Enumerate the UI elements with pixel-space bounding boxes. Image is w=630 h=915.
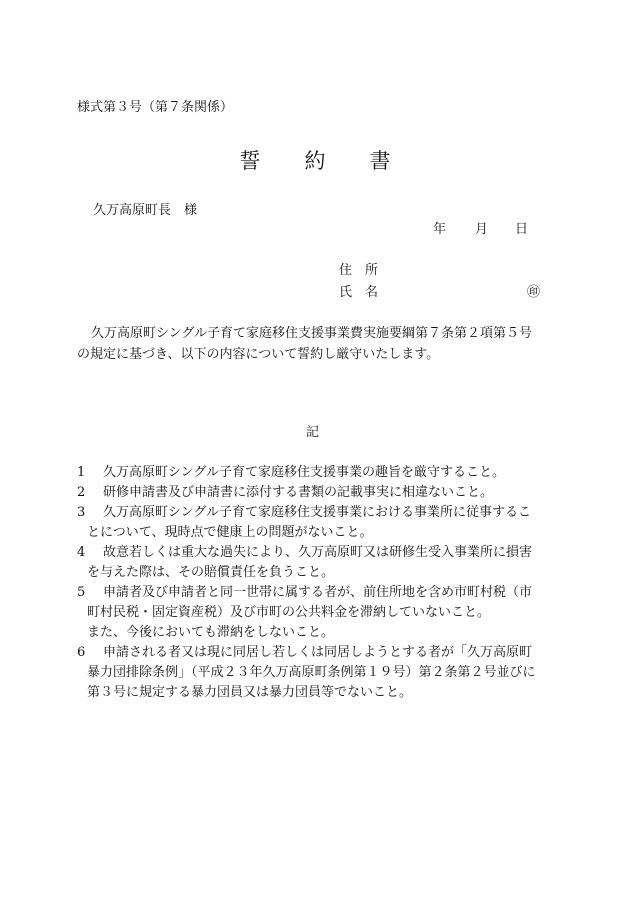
pledge-item-number: 1 bbox=[77, 465, 86, 480]
pledge-item-number: 4 bbox=[77, 545, 86, 560]
pledge-line-2: の規定に基づき、以下の内容について誓約し厳守いたします。 bbox=[77, 347, 440, 362]
pledge-item-text: 申請者及び申請者と同一世帯に属する者が、前住所地を含め市町村税（市 bbox=[103, 585, 533, 600]
pledge-item-text: 申請される者又は現に同居し若しくは同居しようとする者が「久万高原町 bbox=[103, 645, 533, 660]
form-number: 様式第３号（第７条関係） bbox=[77, 100, 234, 115]
pledge-item-text: また、今後においても滞納をしないこと。 bbox=[87, 625, 335, 640]
pledge-line-1: 久万高原町シングル子育て家庭移住支援事業費実施要綱第７条第２項第５号 bbox=[91, 326, 533, 341]
pledge-item-text: 久万高原町シングル子育て家庭移住支援事業における事業所に従事するこ bbox=[103, 505, 532, 520]
title-char-1: 誓 bbox=[239, 149, 261, 173]
pledge-item-text: 研修申請書及び申請書に添付する書類の記載事実に相違ないこと。 bbox=[103, 485, 494, 500]
pledge-item-number: 2 bbox=[77, 485, 86, 500]
pledge-item-number: 5 bbox=[77, 585, 86, 600]
pledge-item-number: 3 bbox=[77, 505, 86, 520]
pledge-item-text: 暴力団排除条例」（平成２３年久万高原町条例第１９号）第２条第２号並びに bbox=[87, 665, 536, 680]
addressee: 久万高原町長 様 bbox=[93, 203, 198, 218]
date-year-label: 年 bbox=[433, 222, 447, 237]
pledge-statement bbox=[77, 323, 555, 365]
document-title bbox=[0, 148, 630, 174]
title-char-3: 書 bbox=[369, 149, 391, 173]
name-label: 氏 名 bbox=[339, 285, 379, 300]
ki-heading: 記 bbox=[306, 425, 320, 440]
pledge-item-text: とについて、現時点で健康上の問題がないこと。 bbox=[87, 525, 373, 540]
pledge-item-number: 6 bbox=[77, 645, 86, 660]
pledge-item-text: を与えた際は、その賠償責任を負うこと。 bbox=[87, 565, 335, 580]
pledge-item-text: 第３号に規定する暴力団員又は暴力団員等でないこと。 bbox=[87, 685, 413, 700]
date-day-label: 日 bbox=[515, 222, 529, 237]
address-label: 住 所 bbox=[339, 263, 379, 278]
pledge-item-text: 町村民税・固定資産税）及び市町の公共料金を滞納していないこと。 bbox=[87, 605, 491, 620]
date-month-label: 月 bbox=[475, 222, 489, 237]
pledge-item-text: 久万高原町シングル子育て家庭移住支援事業の趣旨を厳守すること。 bbox=[103, 465, 506, 480]
title-char-2: 約 bbox=[304, 149, 326, 173]
seal-mark: ㊞ bbox=[527, 285, 541, 300]
pledge-item-text: 故意若しくは重大な過失により、久万高原町又は研修生受入事業所に損害 bbox=[103, 545, 533, 560]
